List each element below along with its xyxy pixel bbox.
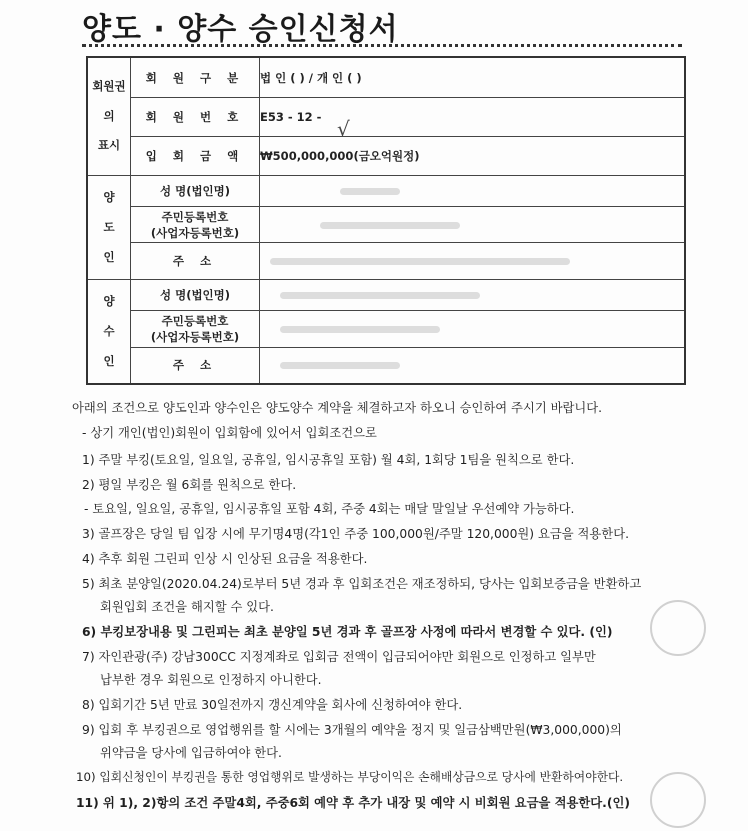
transferor-id-field[interactable] (260, 206, 686, 243)
clause-9-cont: 위약금을 당사에 입금하여야 한다. (100, 746, 282, 760)
member-group-label: 회원권 의 표시 (87, 57, 131, 176)
seal-stamp-icon (650, 772, 706, 828)
title-divider (82, 44, 682, 47)
member-number-value[interactable]: E53 - 12 - (260, 98, 686, 137)
clause-6: 6) 부킹보장내용 및 그린피는 최초 분양일 5년 경과 후 골프장 사정에 따라서 변경할 수 있다. (인) (82, 625, 613, 639)
transferee-address-label: 주 소 (131, 347, 260, 384)
transferee-name-label: 성 명(법인명) (131, 280, 260, 311)
transferee-id-field[interactable] (260, 310, 686, 347)
clause-5-cont: 회원입회 조건을 해지할 수 있다. (100, 600, 274, 614)
clause-7-cont: 납부한 경우 회원으로 인정하지 아니한다. (100, 673, 322, 687)
transferor-address-label: 주 소 (131, 243, 260, 280)
transferee-address-field[interactable] (260, 347, 686, 384)
clause-5: 5) 최초 분양일(2020.04.24)로부터 5년 경과 후 입회조건은 재조정하되, 당사는 입회보증금을 반환하고 (82, 577, 642, 591)
transferor-name-label: 성 명(법인명) (131, 176, 260, 207)
clause-8: 8) 입회기간 5년 만료 30일전까지 갱신계약을 회사에 신청하여야 한다. (82, 698, 463, 712)
member-type-label: 회 원 구 분 (131, 57, 260, 98)
application-form-table (86, 56, 686, 385)
clause-9: 9) 입회 후 부킹권으로 영업행위를 할 시에는 3개월의 예약을 정지 및 일금삼백만원(₩3,000,000)의 (82, 723, 622, 737)
clause-3: 3) 골프장은 당일 팀 입장 시에 무기명4명(각1인 주중 100,000원/주말 120,000원) 요금을 적용한다. (82, 527, 629, 541)
transferee-group-label: 양 수 인 (87, 280, 131, 384)
transferor-name-field[interactable] (260, 176, 686, 207)
clause-7: 7) 자인관광(주) 강남300CC 지정계좌로 입회금 전액이 입금되어야만 회원으로 인정하고 일부만 (82, 650, 596, 664)
clause-2-note: - 토요일, 일요일, 공휴일, 임시공휴일 포함 4회, 주중 4회는 매달 말일날 우선예약 가능하다. (84, 502, 575, 516)
entry-amount-value[interactable]: ₩500,000,000(금오억원정) (260, 137, 686, 176)
clause-1: 1) 주말 부킹(토요일, 일요일, 공휴일, 임시공휴일 포함) 월 4회, 1회당 1팀을 원칙으로 한다. (82, 453, 575, 467)
member-type-value[interactable]: 법 인 ( ) / 개 인 ( ) √ (260, 57, 686, 98)
sub-intro-text: - 상기 개인(법인)회원이 입회함에 있어서 입회조건으로 (82, 426, 377, 440)
transferor-group-label: 양 도 인 (87, 176, 131, 280)
clause-2: 2) 평일 부킹은 월 6회를 원칙으로 한다. (82, 478, 297, 492)
member-number-label: 회 원 번 호 (131, 98, 260, 137)
transferee-name-field[interactable] (260, 280, 686, 311)
seal-stamp-icon (650, 600, 706, 656)
clause-10: 10) 입회신청인이 부킹권을 통한 영업행위로 발생하는 부당이익은 손해배상금으로 당사에 반환하여야한다. (76, 770, 624, 784)
transferor-address-field[interactable] (260, 243, 686, 280)
transferor-id-label: 주민등록번호 (사업자등록번호) (131, 206, 260, 243)
clause-11: 11) 위 1), 2)항의 조건 주말4회, 주중6회 예약 후 추가 내장 및 예약 시 비회원 요금을 적용한다.(인) (76, 796, 630, 810)
page-title: 양도 · 양수 승인신청서 (82, 12, 399, 47)
checkmark-icon: √ (337, 117, 350, 141)
clause-4: 4) 추후 회원 그린피 인상 시 인상된 요금을 적용한다. (82, 552, 368, 566)
intro-text: 아래의 조건으로 양도인과 양수인은 양도양수 계약을 체결하고자 하오니 승인하여 주시기 바랍니다. (72, 401, 603, 415)
entry-amount-label: 입 회 금 액 (131, 137, 260, 176)
transferee-id-label: 주민등록번호 (사업자등록번호) (131, 310, 260, 347)
